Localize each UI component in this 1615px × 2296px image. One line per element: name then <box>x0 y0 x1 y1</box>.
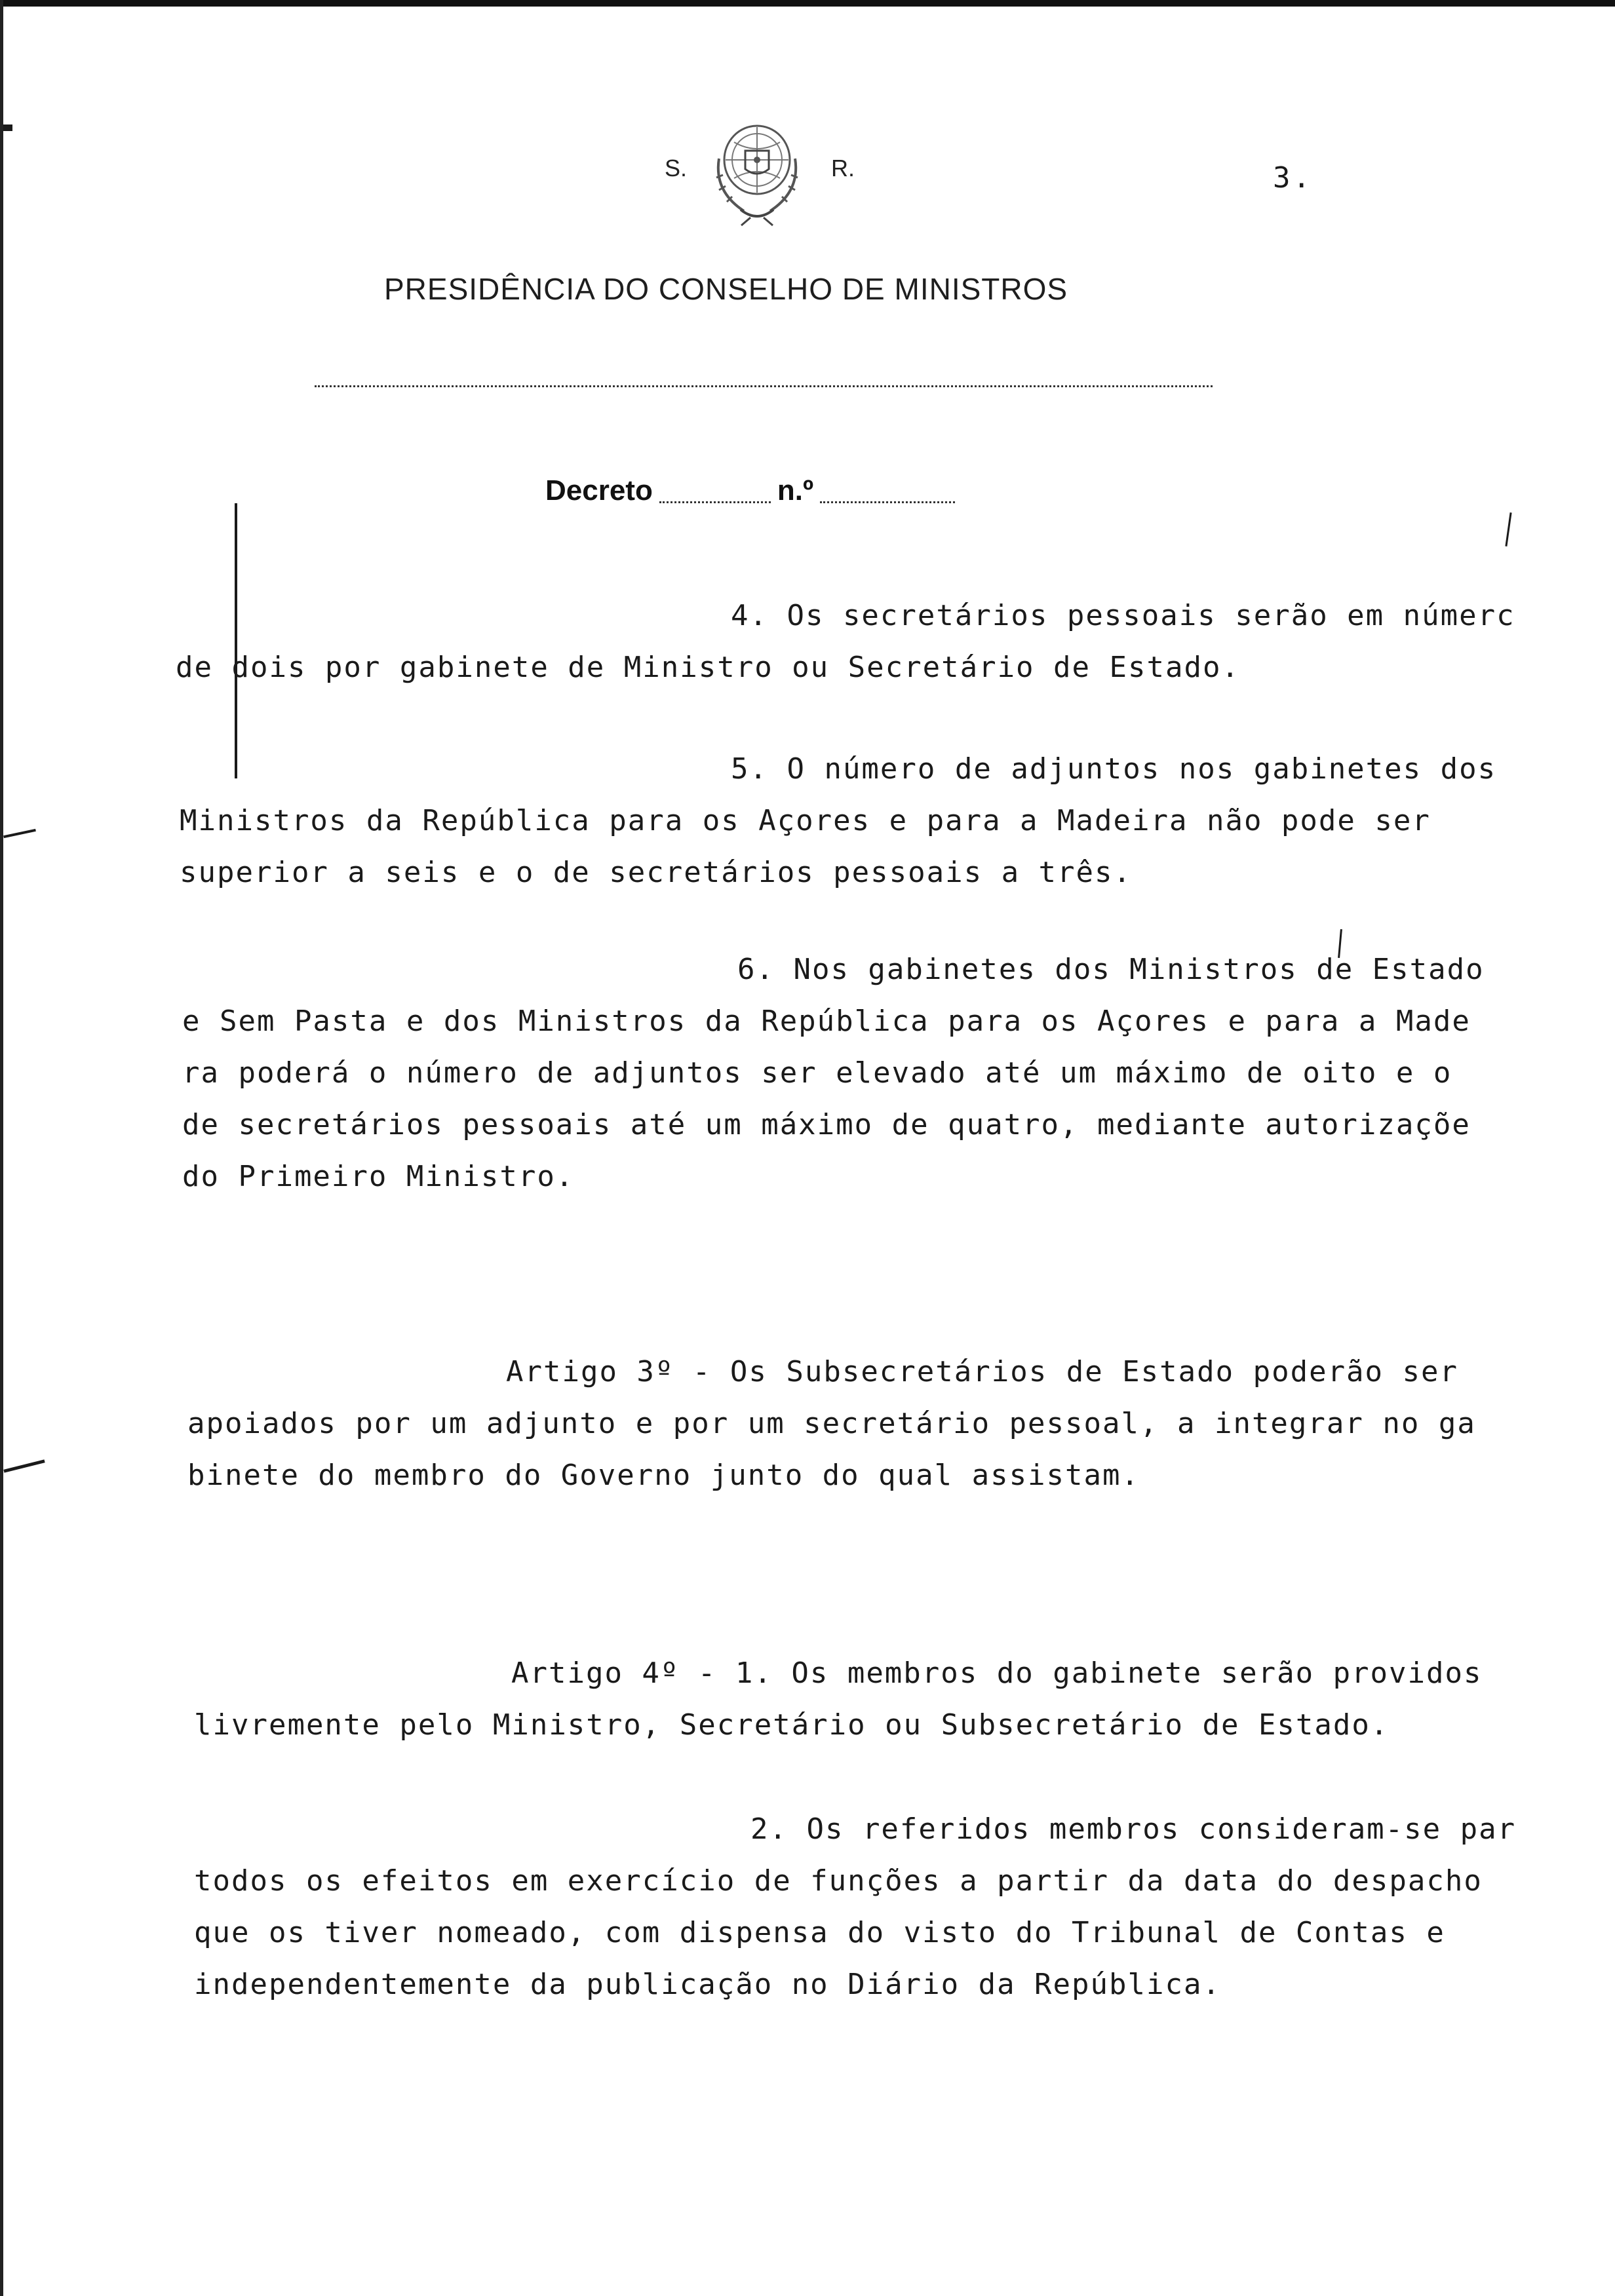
text-line: binete do membro do Governo junto do qual assistam. <box>187 1459 1140 1492</box>
decree-number-fill-dots <box>820 482 955 503</box>
text-line: 2. Os referidos membros consideram-se par <box>750 1812 1517 1846</box>
paragraph-6 <box>0 944 1615 1202</box>
margin-mark <box>3 124 12 131</box>
text-line: livremente pelo Ministro, Secretário ou Subsecretário de Estado. <box>194 1708 1390 1742</box>
page-top-edge <box>0 0 1615 7</box>
article-4-item-1 <box>0 1647 1615 1751</box>
text-line: de dois por gabinete de Ministro ou Secretário de Estado. <box>176 651 1240 684</box>
text-line: Artigo 3º - Os Subsecretários de Estado poderão ser <box>506 1355 1459 1388</box>
text-line: 6. Nos gabinetes dos Ministros de Estado <box>737 953 1485 986</box>
paragraph-4 <box>0 590 1615 693</box>
text-line: independentemente da publicação no Diário da República. <box>194 1968 1221 2001</box>
letterhead-left-letter: S. <box>665 155 688 182</box>
text-line: todos os efeitos em exercício de funções a partir da data do despacho <box>194 1864 1483 1898</box>
decree-number-label: n.º <box>777 474 814 507</box>
text-line: 4. Os secretários pessoais serão em númerc <box>731 599 1515 632</box>
text-line: apoiados por um adjunto e por um secretário pessoal, a integrar no ga <box>187 1407 1476 1440</box>
dotted-rule <box>315 385 1213 387</box>
decree-label: Decreto <box>545 474 653 507</box>
text-line: Ministros da República para os Açores e para a Madeira não pode ser <box>180 804 1431 837</box>
text-line: de secretários pessoais até um máximo de quatro, mediante autorizaçõe <box>182 1108 1471 1141</box>
text-line: superior a seis e o de secretários pessoais a três. <box>180 856 1133 889</box>
coat-of-arms-icon <box>705 113 809 231</box>
office-title: PRESIDÊNCIA DO CONSELHO DE MINISTROS <box>384 272 1068 306</box>
text-line: e Sem Pasta e dos Ministros da República para os Açores e para a Made <box>182 1004 1471 1038</box>
article-3 <box>0 1346 1615 1501</box>
text-line: do Primeiro Ministro. <box>182 1160 575 1193</box>
article-4-item-2 <box>0 1803 1615 2010</box>
letterhead-right-letter: R. <box>831 155 855 182</box>
text-line: 5. O número de adjuntos nos gabinetes dos <box>731 752 1497 786</box>
text-line: que os tiver nomeado, com dispensa do visto do Tribunal de Contas e <box>194 1916 1445 1949</box>
text-line: ra poderá o número de adjuntos ser elevado até um máximo de oito e o <box>182 1056 1452 1090</box>
decree-line <box>545 474 962 507</box>
pencil-mark <box>1505 512 1511 546</box>
text-line: Artigo 4º - 1. Os membros do gabinete serão providos <box>511 1656 1483 1690</box>
decree-fill-dots <box>659 482 771 503</box>
paragraph-5 <box>0 743 1615 898</box>
page-number: 3. <box>1273 161 1313 195</box>
